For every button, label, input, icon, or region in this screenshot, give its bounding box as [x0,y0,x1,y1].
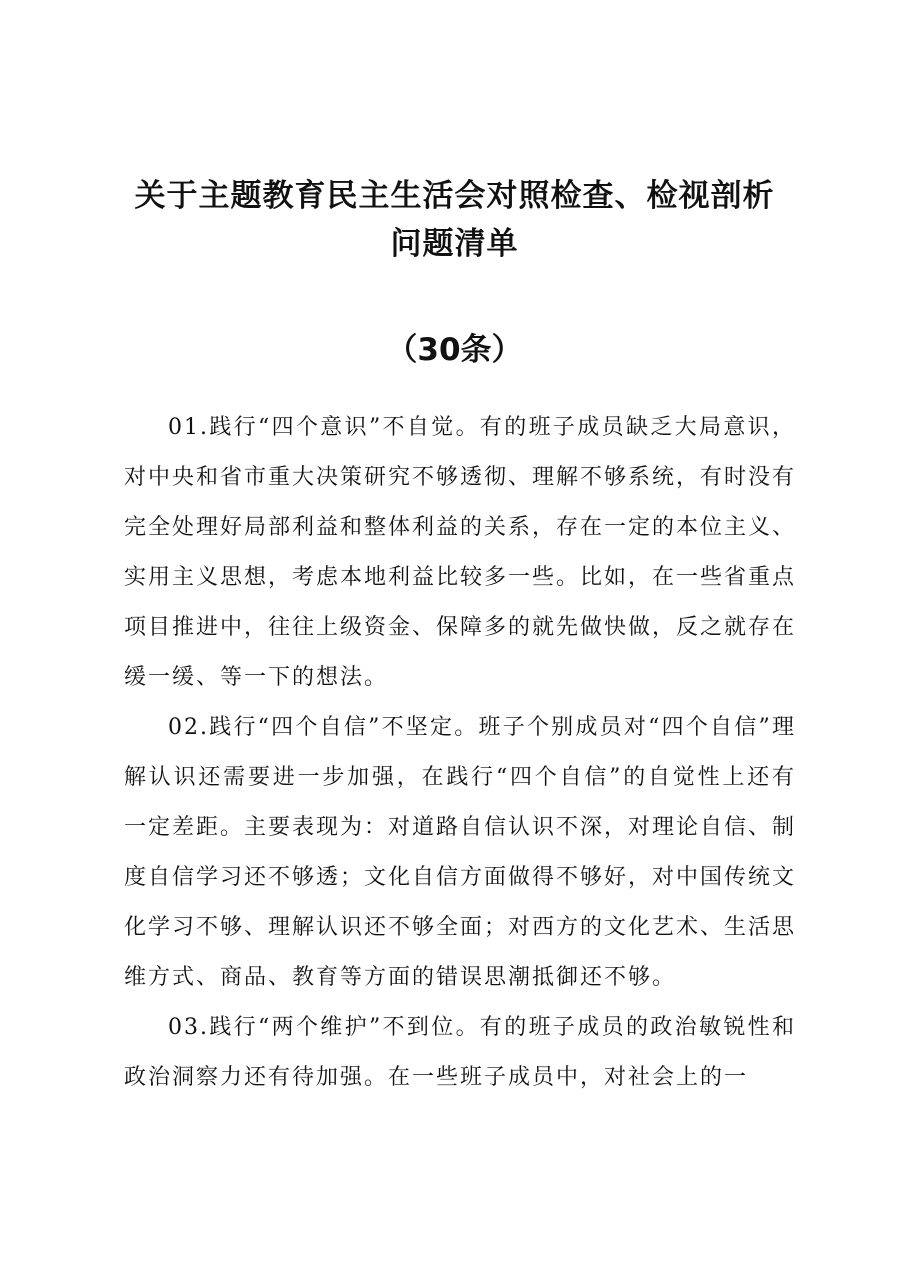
paragraph-03: 03.践行“两个维护”不到位。有的班子成员的政治敏锐性和政治洞察力还有待加强。在一些班子成员中，对社会上的一 [124,1015,796,1090]
document-body [124,403,796,1103]
paragraph-01: 01.践行“四个意识”不自觉。有的班子成员缺乏大局意识，对中央和省市重大决策研究不够透彻、理解不够系统，有时没有完全处理好局部利益和整体利益的关系，存在一定的本位主义、实用主义思想，考虑本地利益比较多一些。比如，在一些省重点项目推进中，往往上级资金、保障多的就先做快做，反之就存在缓一缓、等一下的想法。 [124,415,797,690]
paragraph-02: 02.践行“四个自信”不坚定。班子个别成员对“四个自信”理解认识还需要进一步加强，在践行“四个自信”的自觉性上还有一定差距。主要表现为：对道路自信认识不深，对理论自信、制度自信学习还不够透；文化自信方面做得不够好，对中国传统文化学习不够、理解认识还不够全面；对西方的文化艺术、生活思维方式、商品、教育等方面的错误思潮抵御还不够。 [124,715,797,990]
document-title-line1: 关于主题教育民主生活会对照检查、检视剖析 [134,178,775,214]
document-subtitle: （30条） [386,332,523,368]
document-title-line2: 问题清单 [390,226,519,262]
